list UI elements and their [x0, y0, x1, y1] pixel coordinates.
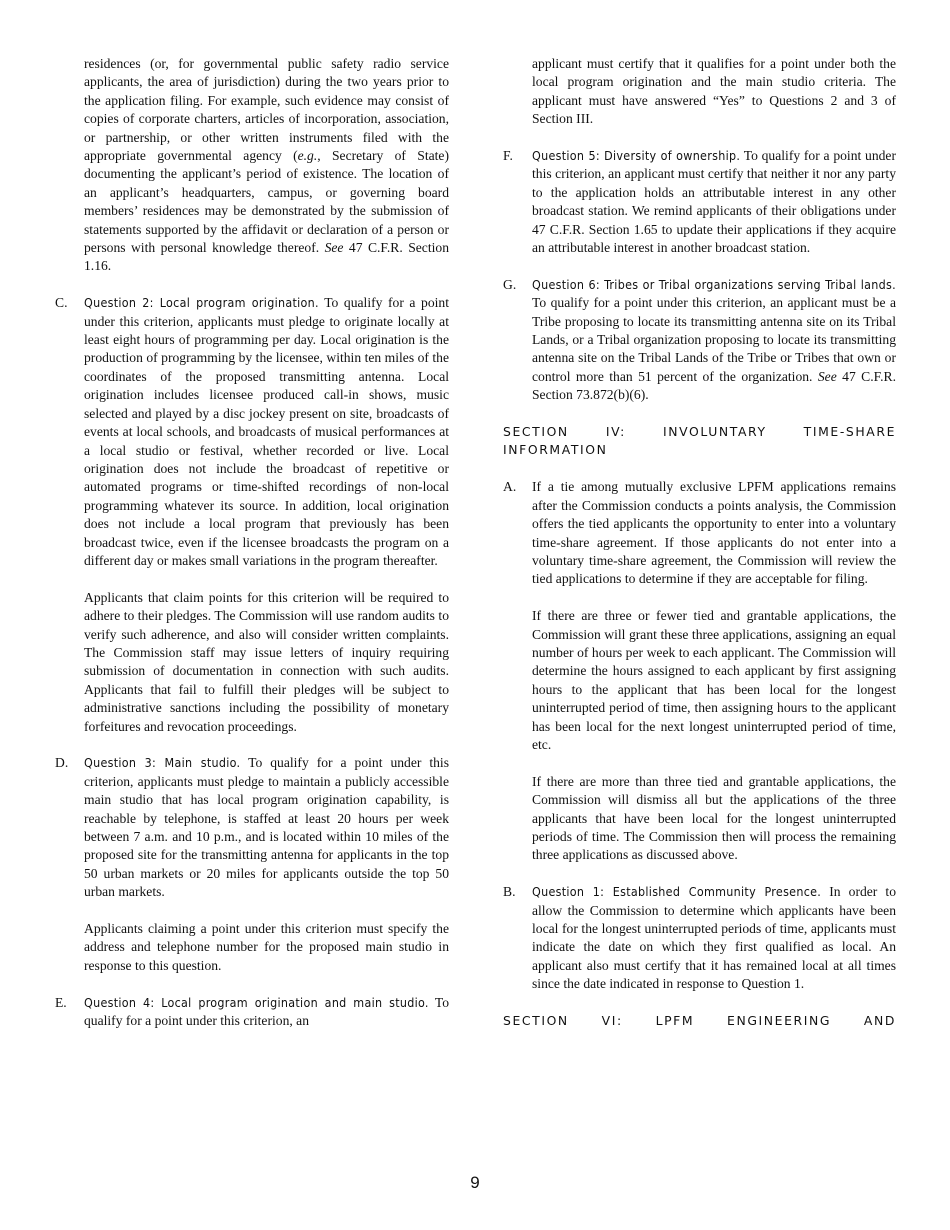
- item-f: [503, 147, 896, 257]
- item-letter: F.: [503, 148, 513, 164]
- section-vi-heading: SECTION VI: LPFM ENGINEERING AND: [503, 1013, 896, 1028]
- item-a-text: If a tie among mutually exclusive LPFM applications remains after the Commission conducts a points analysis, the Commission offers the tied applicants the opportunity to enter into a voluntary time-share agreement. If those applicants do not enter into a voluntary time-share agreement, the Commission will review the tied applications to determine if they are acceptable for filing.: [532, 479, 896, 587]
- residence-evidence-text: residences (or, for governmental public safety radio service applicants, the area of jurisdiction) during the two years prior to the application filing. For example, such evidence may consist of copies of corporate charters, articles of incorporation, association, or partnership, or other written instruments filed with the appropriate governmental agency (e.g., Secretary of State) documenting the applicant’s period of existence. The location of an applicant’s headquarters, campus, or governing board members’ residences may be demonstrated by the submission of statements supported by the affidavit or declaration of a person or persons with personal knowledge thereof. See 47 C.F.R. Section 1.16.: [84, 56, 449, 274]
- item-letter: B.: [503, 884, 516, 900]
- left-column: [55, 55, 449, 1049]
- item-d-para2: Applicants claiming a point under this criterion must specify the address and telephone number for the proposed main studio in response to this question.: [84, 921, 449, 973]
- question-heading: Question 4: Local program origination and main studio.: [84, 994, 429, 1010]
- item-a-para3: If there are more than three tied and grantable applications, the Commission will dismiss all but the applications of the three applicants that have been local for the longest uninterrupted periods of time. The Commission then will process the remaining three applications as discussed above.: [532, 773, 896, 863]
- item-c-text: Question 2: Local program origination. To qualify for a point under this criterion, applicants must pledge to originate locally at least eight hours of programming per day. Local origination is the production of programming by the licensee, within ten miles of the coordinates of the proposed transmitting antenna. Local origination includes licensee produced call-in shows, music selected and played by a disc jockey present on site, broadcasts of events at local schools, and broadcasts of musical performances at a local studio or festival, whether recorded or live. Local origination does not include the broadcast of repetitive or automated programs or time-shifted recordings of non-local programming whatever its source. In addition, local origination does not include a local program that previously has been broadcast twice, even if the licensee broadcasts the program on a different day or makes small variations in the program thereafter.: [84, 295, 449, 568]
- item-letter: D.: [55, 755, 69, 771]
- item-g: [503, 276, 896, 405]
- item-d-text: Question 3: Main studio. To qualify for a point under this criterion, applicants must pledge to maintain a publicly accessible main studio that has local program origination capability, is reachable by telephone, is staffed at least 20 hours per week between 7 a.m. and 10 p.m., and is located within 10 miles of the proposed site for the transmitting antenna for applicants in the top 50 urban markets or 20 miles for applicants outside the top 50 urban markets.: [84, 755, 449, 900]
- item-letter: G.: [503, 276, 517, 292]
- section-iv-line2: INFORMATION: [503, 442, 608, 458]
- item-a-para2: If there are three or fewer tied and grantable applications, the Commission will grant these three applications, assigning an equal number of hours per week to each applicant. The Commission will determine the hours assigned to each applicant by first assigning hours to the applicant that has been local for the longest uninterrupted period of time, then assigning hours to the applicant has been local for the next longest uninterrupted period of time, etc.: [532, 608, 896, 752]
- item-letter: C.: [55, 295, 68, 311]
- right-column: [503, 55, 896, 1049]
- continued-paragraph: [503, 55, 896, 129]
- question-heading: Question 1: Established Community Presence.: [532, 884, 822, 900]
- item-c-para2: Applicants that claim points for this criterion will be required to adhere to their pledges. The Commission will use random audits to verify such adherence, and also will consider written complaints. The Commission staff may issue letters of inquiry requiring submission of documentation in connection with such audits. Applicants that fail to fulfill their pledges will be subject to administrative sanctions including the possibility of monetary forfeitures and revocation proceedings.: [84, 589, 449, 734]
- section-iv-heading: [503, 423, 896, 460]
- item-g-text: Question 6: Tribes or Tribal organizations serving Tribal lands. To qualify for a point under this criterion, an applicant must be a Tribe proposing to locate its transmitting antenna site on its Tribal Lands, or a Tribal organization proposing to locate its transmitting antenna site on the Tribal Lands of the Tribe or Tribes that own or control more than 51 percent of the organization. See 47 C.F.R. Section 73.872(b)(6).: [532, 276, 896, 403]
- section-iv-line1: SECTION IV: INVOLUNTARY TIME-SHARE: [503, 424, 896, 440]
- item-b-text: Question 1: Established Community Presence. In order to allow the Commission to determine which applicants have been local for the longest uninterrupted periods of time, applicants must indicate the date on which they first qualified as local. An applicant also must certify that it has remained local at all times since the date indicated in response to Question 1.: [532, 884, 896, 992]
- question-heading: Question 2: Local program origination.: [84, 295, 319, 311]
- item-f-text: Question 5: Diversity of ownership. To qualify for a point under this criterion, an applicant must certify that neither it nor any party to the application holds an attributable interest in any other broadcast station. We remind applicants of their obligations under 47 C.F.R. Section 1.65 to update their applications if they acquire an attributable interest in another broadcast station.: [532, 148, 896, 256]
- question-heading: Question 3: Main studio.: [84, 755, 241, 771]
- item-letter: E.: [55, 994, 67, 1010]
- question-heading: Question 6: Tribes or Tribal organizations serving Tribal lands.: [532, 276, 896, 292]
- continued-paragraph: [55, 55, 449, 276]
- item-b: [503, 883, 896, 993]
- item-d: [55, 754, 449, 975]
- item-e: [55, 994, 449, 1031]
- question-heading: Question 5: Diversity of ownership.: [532, 148, 741, 164]
- item-letter: A.: [503, 479, 517, 495]
- item-e-text: Question 4: Local program origination and main studio. To qualify for a point under this criterion, an: [84, 994, 449, 1029]
- item-a: [503, 478, 896, 865]
- item-e-continuation: applicant must certify that it qualifies for a point under both the local program origination and the main studio criteria. The applicant must have answered “Yes” to Questions 2 and 3 of Section III.: [532, 56, 896, 127]
- page-number: 9: [470, 1173, 480, 1192]
- item-c: [55, 294, 449, 736]
